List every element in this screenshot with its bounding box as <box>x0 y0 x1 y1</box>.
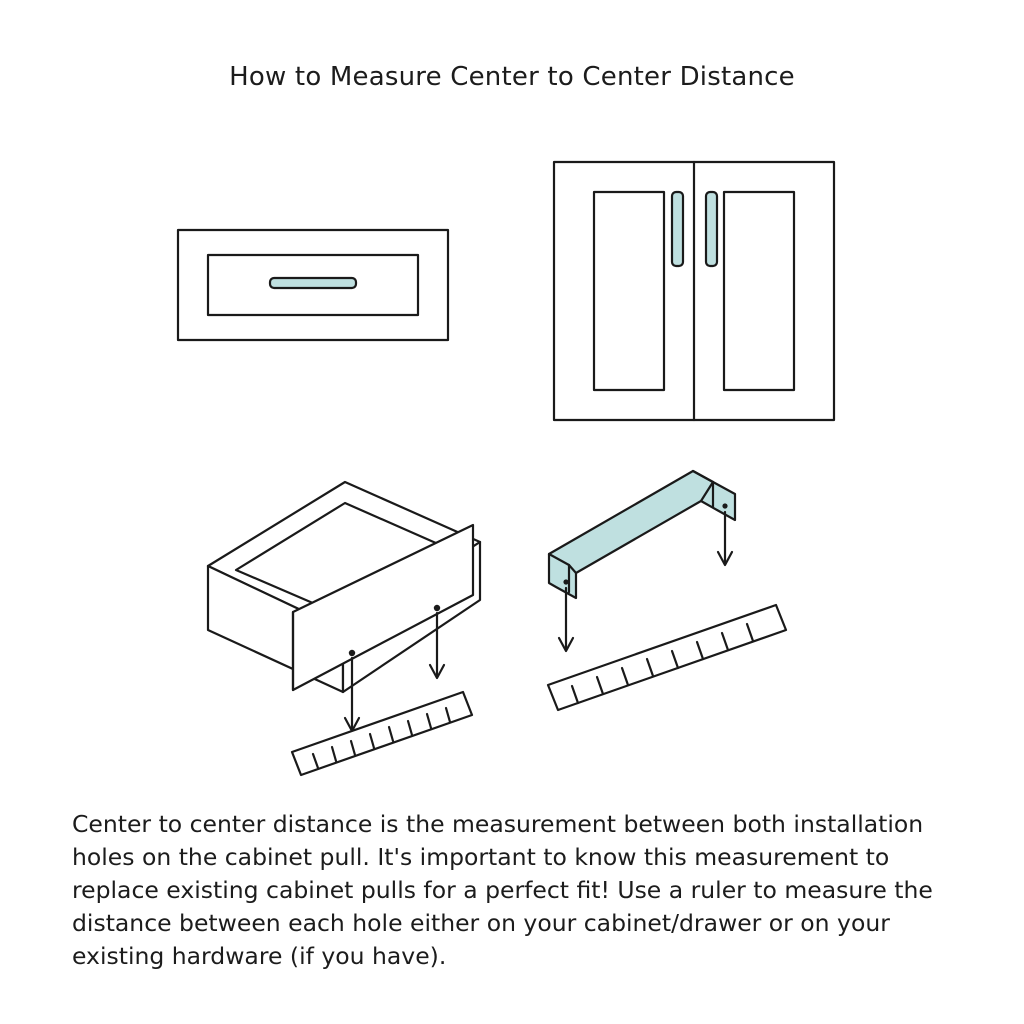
left-door-panel <box>594 192 664 390</box>
page-title: How to Measure Center to Center Distance <box>229 62 795 92</box>
left-door-bar-pull-icon <box>672 192 683 266</box>
drawer-bar-pull-icon <box>270 278 356 288</box>
illustration-figure <box>60 130 964 790</box>
drawer-hole-marker-left <box>349 650 355 656</box>
drawer-hole-marker-right <box>434 605 440 611</box>
right-door-bar-pull-icon <box>706 192 717 266</box>
panel-cabinet-doors-flat <box>554 162 834 420</box>
panel-pull-3d-measure <box>548 471 786 710</box>
caption-text: Center to center distance is the measurement between both installation holes on the cabinet pull. It's important to know this measurement to replace existing cabinet pulls for a perfect fit! Use a ruler to measure the distance between each hole either on your cabinet/drawer or on your existing hardware (if you have). <box>72 810 933 970</box>
right-door-panel <box>724 192 794 390</box>
drawer-ruler <box>292 692 472 775</box>
pull-measure-arrow-right <box>718 512 732 565</box>
pull-measure-arrow-left <box>559 588 573 651</box>
panel-drawer-front-flat <box>178 230 448 340</box>
panel-drawer-3d-measure <box>208 482 480 775</box>
pull-hole-marker-right <box>722 503 727 508</box>
pull-ruler <box>548 605 786 710</box>
pull-hole-marker-left <box>563 579 568 584</box>
illustration-svg <box>60 130 964 790</box>
